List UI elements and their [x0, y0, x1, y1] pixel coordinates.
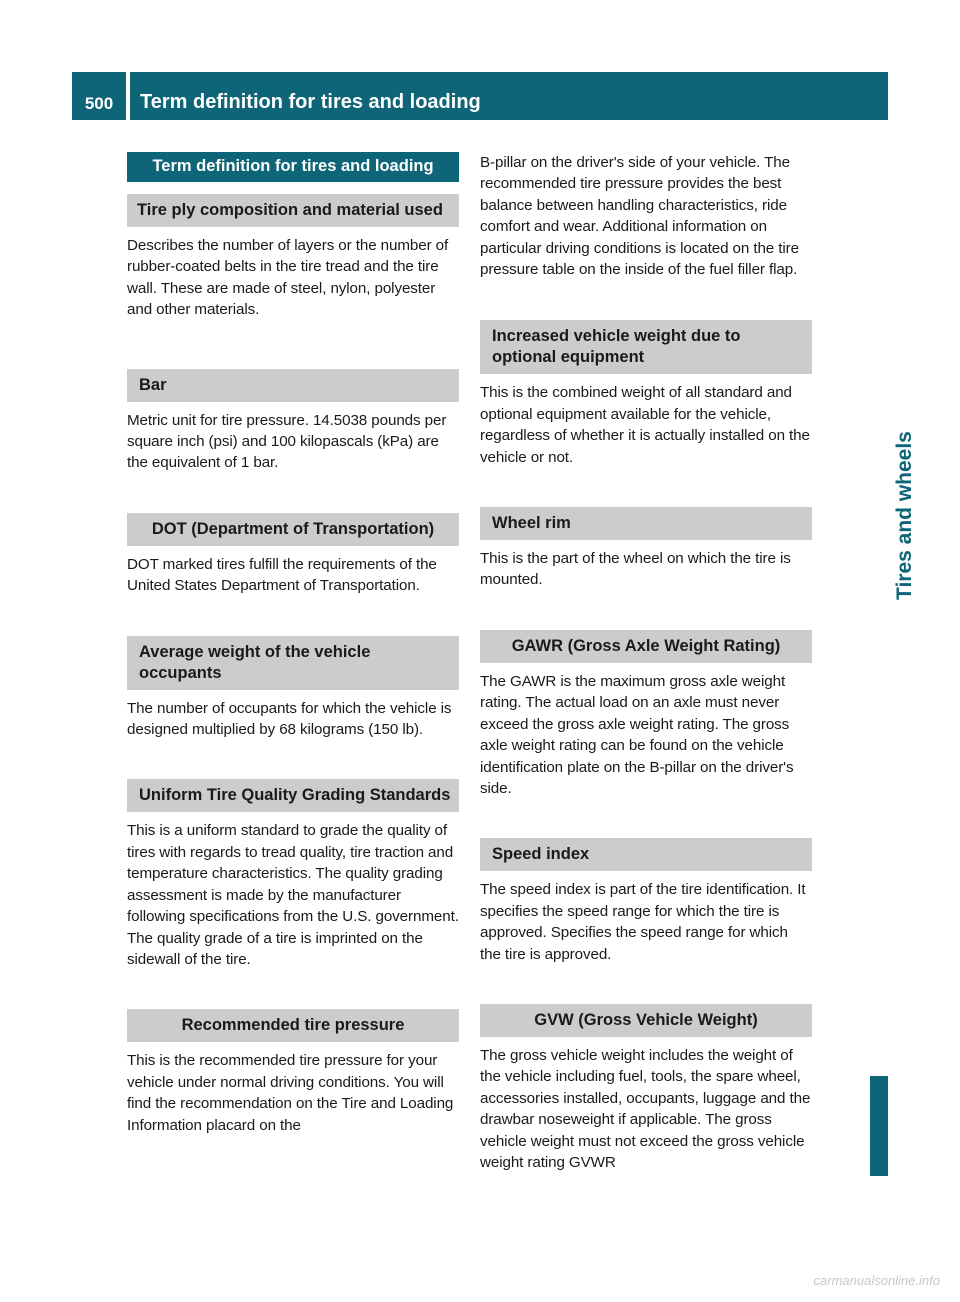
term-body-speed-index: The speed index is part of the tire identification. It specifies the speed range for which the tire is approved. Specifies the speed range for which the tire is approved.: [480, 881, 806, 963]
term-body-gvw: The gross vehicle weight includes the weight of the vehicle including fuel, tools, the spare wheel, accessories installed, occupants, luggage and the drawbar noseweight if applicable. The gross vehicle weight must not exceed the gross vehicle weight rating GVWR: [480, 1046, 811, 1171]
side-tab-label: Tires and wheels: [893, 431, 916, 600]
term-title-dot: DOT (Department of Transportation): [127, 513, 459, 546]
continued-text: B-pillar on the driver's side of your vehicle. The recommended tire pressure provides the best balance between handling characteristics, ride comfort and wear. Additional information on particular driving conditions is located on the tire pressure table on the inside of the fuel filler flap.: [480, 154, 799, 279]
term-body-dot: DOT marked tires fulfill the requirements of the United States Department of Transportation.: [127, 555, 437, 595]
left-column: [127, 152, 459, 1175]
term-body-recommended-pressure: This is the recommended tire pressure for your vehicle under normal driving conditions. You will find the recommendation on the Tire and Loading Information placard on the: [127, 1052, 454, 1134]
term-body-wheel-rim: This is the part of the wheel on which the tire is mounted.: [480, 550, 791, 589]
right-column: [480, 152, 812, 1212]
page-number: 500: [84, 94, 114, 113]
term-title-bar: Bar: [127, 369, 459, 402]
term-title-gvw: GVW (Gross Vehicle Weight): [480, 1004, 812, 1037]
section-title: Term definition for tires and loading: [127, 152, 459, 182]
term-title-optional-equipment-weight: Increased vehicle weight due to optional equipment: [480, 320, 812, 374]
watermark: carmanualsonline.info: [813, 1273, 940, 1288]
term-title-ply-composition: Tire ply composition and material used: [127, 194, 459, 227]
term-body-utqg: This is a uniform standard to grade the quality of tires with regards to tread quality, tire traction and temperature characteristics. The quality grading assessment is made by the manufacturer following specifications from the U.S. government. The quality grade of a tire is imprinted on the sidewall of the tire.: [127, 822, 459, 968]
term-title-occupant-weight: Average weight of the vehicle occupants: [127, 636, 459, 690]
term-body-bar: Metric unit for tire pressure. 14.5038 pounds per square inch (psi) and 100 kilopascals (kPa) are the equivalent of 1 bar.: [127, 411, 447, 472]
term-title-gawr: GAWR (Gross Axle Weight Rating): [480, 630, 812, 663]
page-title: Term definition for tires and loading: [140, 91, 481, 113]
term-body-gawr: The GAWR is the maximum gross axle weight rating. The actual load on an axle must never exceed the gross axle weight rating. The gross axle weight rating can be found on the vehicle identification plate on the B-pillar on the driver's side.: [480, 672, 794, 797]
side-tab-marker: [870, 1076, 888, 1176]
term-body-ply-composition: Describes the number of layers or the number of rubber-coated belts in the tire tread and the tire wall. These are made of steel, nylon, polyester and other materials.: [127, 237, 449, 319]
term-title-utqg: Uniform Tire Quality Grading Standards: [127, 779, 459, 812]
term-body-occupant-weight: The number of occupants for which the vehicle is designed multiplied by 68 kilograms (150 lb).: [127, 699, 452, 739]
term-body-optional-equipment-weight: This is the combined weight of all standard and optional equipment available for the vehicle, regardless of whether it is actually installed on the vehicle or not.: [480, 384, 810, 466]
term-title-recommended-pressure: Recommended tire pressure: [127, 1009, 459, 1042]
term-title-wheel-rim: Wheel rim: [480, 507, 812, 540]
header-separator: [126, 72, 130, 120]
term-title-speed-index: Speed index: [480, 838, 812, 871]
